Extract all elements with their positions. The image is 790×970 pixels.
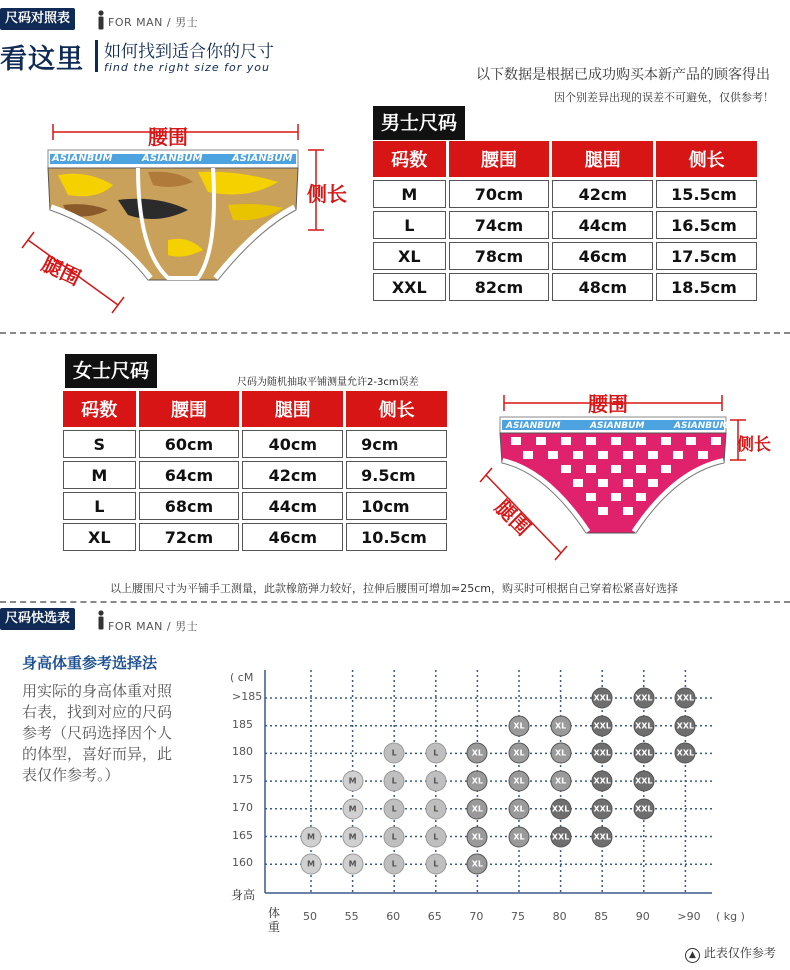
for-man-label: FOR MAN / 男士 bbox=[108, 620, 199, 633]
men-size-title: 男士尺码 bbox=[373, 106, 465, 140]
side-cell: 9cm bbox=[346, 430, 447, 458]
men-leg-label: 腿围 bbox=[38, 251, 85, 291]
y-tick-label: 185 bbox=[232, 717, 253, 731]
size-point-xl: XL bbox=[509, 826, 530, 847]
leg-cell: 46cm bbox=[242, 523, 343, 551]
men-size-table bbox=[370, 138, 760, 304]
size-point-l: L bbox=[425, 854, 446, 875]
size-point-xxl: XXL bbox=[550, 798, 571, 819]
size-point-xl: XL bbox=[509, 743, 530, 764]
size-point-xxl: XXL bbox=[633, 743, 654, 764]
size-point-m: M bbox=[342, 798, 363, 819]
table-row bbox=[63, 492, 447, 520]
size-cell: M bbox=[373, 180, 446, 208]
size-point-l: L bbox=[384, 826, 405, 847]
men-brand-mid: ASIANBUM bbox=[142, 153, 203, 164]
x-tick-label: 85 bbox=[594, 910, 609, 923]
y-tick-label: 165 bbox=[232, 828, 253, 842]
side-cell: 18.5cm bbox=[656, 273, 757, 301]
women-table-header bbox=[63, 391, 447, 427]
size-cell: XL bbox=[63, 523, 136, 551]
x-tick-label: 65 bbox=[427, 910, 442, 923]
side-cell: 10cm bbox=[346, 492, 447, 520]
size-point-xxl: XXL bbox=[592, 715, 613, 736]
man-icon bbox=[97, 10, 105, 30]
x-unit-label: ( kg ) bbox=[716, 910, 745, 923]
size-cell: XXL bbox=[373, 273, 446, 301]
size-point-m: M bbox=[301, 826, 322, 847]
leg-cell: 44cm bbox=[552, 211, 653, 239]
text-line: 的体型，喜好而异，此 bbox=[22, 745, 173, 763]
women-brand-left: ASIANBUM bbox=[506, 421, 561, 431]
size-point-xl: XL bbox=[509, 771, 530, 792]
women-size-title: 女士尺码 bbox=[65, 354, 157, 388]
y-tick-label: 175 bbox=[232, 773, 253, 787]
size-cell: S bbox=[63, 430, 136, 458]
disclaimer-text: 此表仅作参考 bbox=[703, 946, 776, 960]
title-divider bbox=[95, 40, 98, 72]
subtitle: 如何找到适合你的尺寸 bbox=[104, 42, 274, 62]
text-line: 右表，找到对应的尺码 bbox=[22, 703, 173, 721]
size-point-m: M bbox=[342, 771, 363, 792]
size-cell: XL bbox=[373, 242, 446, 270]
look-here-title: 看这里 bbox=[0, 44, 84, 75]
leg-cell: 46cm bbox=[552, 242, 653, 270]
x-tick-label: 80 bbox=[552, 910, 567, 923]
waist-cell: 74cm bbox=[449, 211, 550, 239]
waist-cell: 68cm bbox=[139, 492, 240, 520]
side-cell: 9.5cm bbox=[346, 461, 447, 489]
leg-cell: 42cm bbox=[242, 461, 343, 489]
size-point-xxl: XXL bbox=[550, 826, 571, 847]
x-tick-label: 55 bbox=[344, 910, 359, 923]
y-unit-label: ( cM bbox=[230, 671, 254, 684]
size-chart-tag: 尺码对照表 bbox=[0, 8, 75, 30]
x-tick-label: >90 bbox=[677, 910, 701, 923]
size-point-xxl: XXL bbox=[592, 826, 613, 847]
leg-cell: 44cm bbox=[242, 492, 343, 520]
size-point-xl: XL bbox=[467, 771, 488, 792]
size-point-xl: XL bbox=[550, 771, 571, 792]
size-point-m: M bbox=[301, 854, 322, 875]
leg-cell: 42cm bbox=[552, 180, 653, 208]
size-point-l: L bbox=[425, 743, 446, 764]
leg-cell: 48cm bbox=[552, 273, 653, 301]
note-line-2: 因个别差异出现的误差不可避免，仅供参考！ bbox=[554, 91, 774, 104]
size-point-l: L bbox=[425, 826, 446, 847]
size-point-xl: XL bbox=[509, 715, 530, 736]
waist-cell: 78cm bbox=[449, 242, 550, 270]
header-size: 码数 bbox=[63, 391, 136, 427]
size-point-xxl: XXL bbox=[633, 715, 654, 736]
size-cell: M bbox=[63, 461, 136, 489]
size-point-xl: XL bbox=[550, 715, 571, 736]
size-point-l: L bbox=[384, 798, 405, 819]
size-cell: L bbox=[63, 492, 136, 520]
y-tick-label: 180 bbox=[232, 745, 253, 759]
header-leg: 腿围 bbox=[242, 391, 343, 427]
y-tick-label: 160 bbox=[232, 856, 253, 870]
size-point-l: L bbox=[384, 771, 405, 792]
men-table-header bbox=[373, 141, 757, 177]
size-point-m: M bbox=[342, 854, 363, 875]
men-waist-label: 腰围 bbox=[148, 125, 188, 149]
size-point-xxl: XXL bbox=[675, 688, 696, 709]
man-icon bbox=[97, 610, 105, 630]
size-point-xl: XL bbox=[550, 743, 571, 764]
size-point-xxl: XXL bbox=[675, 743, 696, 764]
waist-cell: 70cm bbox=[449, 180, 550, 208]
table-row bbox=[373, 273, 757, 301]
side-cell: 16.5cm bbox=[656, 211, 757, 239]
header-size: 码数 bbox=[373, 141, 446, 177]
leg-cell: 40cm bbox=[242, 430, 343, 458]
x-tick-label: 60 bbox=[386, 910, 401, 923]
table-row bbox=[63, 523, 447, 551]
text-line: 表仅作参考。） bbox=[22, 766, 120, 784]
size-point-xxl: XXL bbox=[633, 771, 654, 792]
table-row bbox=[373, 242, 757, 270]
size-point-l: L bbox=[425, 798, 446, 819]
table-row bbox=[63, 430, 447, 458]
women-briefs-illustration bbox=[476, 385, 781, 565]
header-leg: 腿围 bbox=[552, 141, 653, 177]
height-weight-title: 身高体重参考选择法 bbox=[22, 654, 158, 672]
men-briefs-illustration bbox=[18, 110, 368, 325]
women-brand-mid: ASIANBUM bbox=[590, 421, 645, 431]
size-point-xl: XL bbox=[509, 798, 530, 819]
x-tick-label: 50 bbox=[303, 910, 317, 923]
size-point-xxl: XXL bbox=[592, 798, 613, 819]
x-tick-label: 75 bbox=[511, 910, 525, 923]
size-point-xl: XL bbox=[467, 743, 488, 764]
quick-select-tag: 尺码快选表 bbox=[0, 608, 75, 630]
header-side: 侧长 bbox=[346, 391, 447, 427]
text-line: 用实际的身高体重对照 bbox=[22, 682, 173, 700]
size-point-l: L bbox=[384, 854, 405, 875]
size-point-xxl: XXL bbox=[675, 715, 696, 736]
women-size-table bbox=[60, 388, 450, 554]
men-brand-right: ASIANBUM bbox=[232, 153, 293, 164]
women-note: 尺码为随机抽取平铺测量允许2-3cm误差 bbox=[237, 377, 419, 388]
table-row bbox=[373, 211, 757, 239]
waist-cell: 60cm bbox=[139, 430, 240, 458]
size-point-xl: XL bbox=[467, 826, 488, 847]
size-point-xxl: XXL bbox=[592, 771, 613, 792]
size-point-xl: XL bbox=[467, 798, 488, 819]
y-tick-label: >185 bbox=[232, 690, 263, 703]
y-tick-label: 170 bbox=[232, 800, 253, 814]
x-tick-label: 70 bbox=[469, 910, 484, 923]
women-brand-right: ASIANBUM bbox=[674, 421, 729, 431]
waist-cell: 72cm bbox=[139, 523, 240, 551]
size-point-xxl: XXL bbox=[633, 798, 654, 819]
men-brand-left: ASIANBUM bbox=[52, 153, 113, 164]
side-cell: 17.5cm bbox=[656, 242, 757, 270]
table-row bbox=[373, 180, 757, 208]
size-point-xxl: XXL bbox=[592, 743, 613, 764]
size-point-l: L bbox=[425, 771, 446, 792]
info-icon: ▲ bbox=[685, 948, 700, 963]
x-axis-label: 体重 bbox=[268, 906, 281, 934]
table-row bbox=[63, 461, 447, 489]
size-point-xl: XL bbox=[467, 854, 488, 875]
size-point-m: M bbox=[342, 826, 363, 847]
side-cell: 15.5cm bbox=[656, 180, 757, 208]
women-leg-label: 腿围 bbox=[490, 494, 536, 541]
subtitle-en: find the right size for you bbox=[104, 61, 270, 74]
disclaimer bbox=[685, 944, 776, 963]
y-axis-label: 身高 bbox=[231, 888, 256, 902]
size-point-xxl: XXL bbox=[592, 688, 613, 709]
waist-cell: 82cm bbox=[449, 273, 550, 301]
women-waist-label: 腰围 bbox=[588, 392, 628, 416]
size-point-xxl: XXL bbox=[633, 688, 654, 709]
for-man-label: FOR MAN / 男士 bbox=[108, 16, 199, 29]
height-weight-text bbox=[22, 681, 172, 786]
note-line-1: 以下数据是根据已成功购买本新产品的顾客得出 bbox=[476, 67, 770, 83]
section-divider-2 bbox=[0, 601, 790, 603]
size-cell: L bbox=[373, 211, 446, 239]
waist-cell: 64cm bbox=[139, 461, 240, 489]
section-divider-1 bbox=[0, 332, 790, 334]
header-waist: 腰围 bbox=[139, 391, 240, 427]
men-side-label: 侧长 bbox=[307, 182, 347, 206]
x-tick-label: 90 bbox=[635, 910, 650, 923]
women-side-label: 侧长 bbox=[737, 435, 771, 455]
text-line: 参考（尺码选择因个人 bbox=[22, 724, 173, 742]
header-waist: 腰围 bbox=[449, 141, 550, 177]
size-point-l: L bbox=[384, 743, 405, 764]
measurement-note: 以上腰围尺寸为平铺手工测量，此款橡筋弹力较好，拉伸后腰围可增加≈25cm，购买时可根据自己穿着松紧喜好选择 bbox=[110, 582, 678, 595]
header-side: 侧长 bbox=[656, 141, 757, 177]
side-cell: 10.5cm bbox=[346, 523, 447, 551]
